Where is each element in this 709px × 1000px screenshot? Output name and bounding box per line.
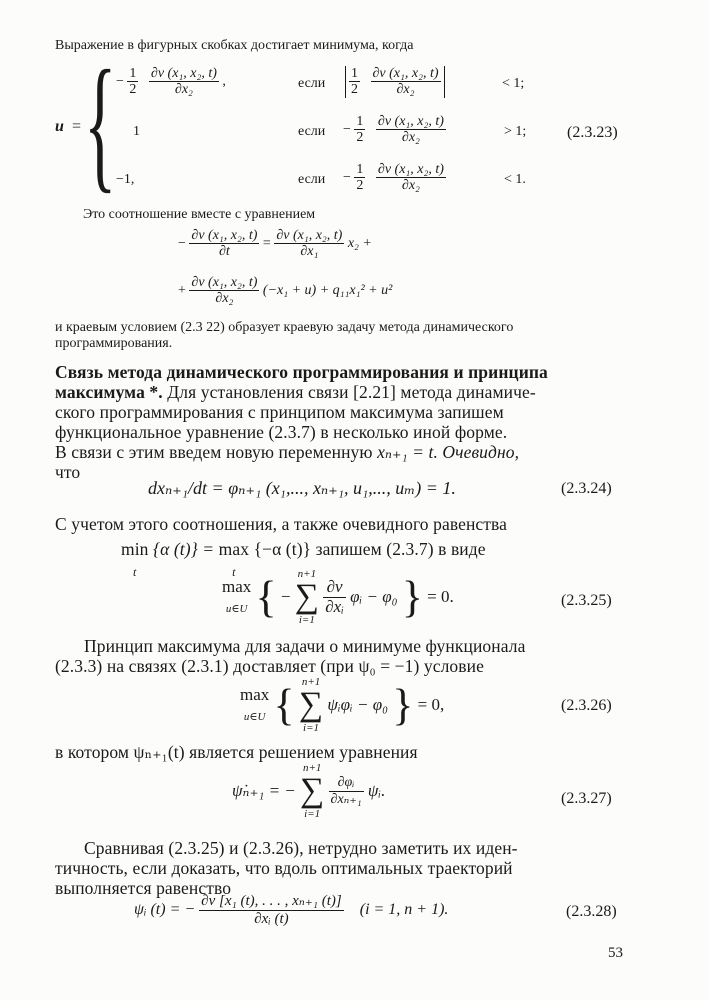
minmax-line: min t {α (t)} = max t {−α (t)} запишем (2.3.7) в виде xyxy=(121,539,486,579)
left-brace: { xyxy=(84,40,117,206)
p-principle-line2: (2.3.3) на связях (2.3.1) доставляет (при ψ₀ = −1) условие xyxy=(55,656,484,676)
abs-value: $\frac{1}{2}$ $\frac{\text{∂v (x₁, x₂, t)}}{\text{∂x₂}}$ xyxy=(345,66,445,98)
u-symbol: u xyxy=(55,118,64,135)
eq-number-2-3-23: (2.3.23) xyxy=(567,124,618,141)
case2-val: 1 xyxy=(133,124,140,139)
section-line3: ского программирования с принципом максимума запишем xyxy=(55,402,504,422)
p-comparing-line3: выполняется равенство xyxy=(55,878,232,898)
case3-cond: если xyxy=(298,172,326,187)
equation-2-3-26: max u∈U { n+1 ∑ i=1 ψᵢφᵢ − φ₀ } = 0, xyxy=(240,676,445,734)
section-line4: функциональное уравнение (2.3.7) в несколько иной форме. xyxy=(55,422,508,442)
p-this-relation: Это соотношение вместе с уравнением xyxy=(83,207,316,222)
p-in-which: в котором ψₙ₊₁(t) является решением уравнения xyxy=(55,742,418,762)
equation-hjb-line2: + $\frac{\text{∂v (x₁, x₂, t)}}{\text{∂x₂}}$ (−x₁ + u) + q₁₁x₁² + u² xyxy=(178,275,393,307)
case2-rel: > 1; xyxy=(504,124,527,139)
equation-hjb-line1: − $\frac{\text{∂v (x₁, x₂, t)}}{\partial t}$ = $\frac{\text{∂v (x₁, x₂, t)}}{\text{∂x₁}}$ x₂ + xyxy=(178,228,372,260)
p-with-this: С учетом этого соотношения, а также очевидного равенства xyxy=(55,514,508,534)
eq-number-2-3-28: (2.3.28) xyxy=(566,903,617,920)
p-comparing-line1: Сравнивая (2.3.25) и (2.3.26), нетрудно заметить их иден- xyxy=(84,838,518,858)
half-fraction: $\frac{1}{2}$ xyxy=(129,66,137,98)
eq-number-2-3-24: (2.3.24) xyxy=(561,480,612,497)
page-number: 53 xyxy=(608,945,623,961)
eq-number-2-3-27: (2.3.27) xyxy=(561,790,612,807)
section-line2: максимума *. Для установления связи [2.21] метода динамиче- xyxy=(55,382,536,402)
case2-expr: − $\frac{1}{2}$ $\frac{\text{∂v (x₁, x₂, t)}}{\text{∂x₂}}$ xyxy=(343,114,444,146)
section-heading-line1: Связь метода динамического программирования и принципа xyxy=(55,362,548,382)
case1-cond: если xyxy=(298,76,326,91)
case3-val: −1, xyxy=(116,172,135,187)
intro-line: Выражение в фигурных скобках достигает минимума, когда xyxy=(55,38,414,53)
p-boundary-line2: программирования. xyxy=(55,336,173,351)
equation-2-3-27: ψ̇ₙ₊₁ = − n+1 ∑ i=1 $\frac{\text{∂φᵢ}}{\text{∂xₙ₊₁}}$ ψᵢ. xyxy=(232,762,386,820)
p-comparing-line2: тичность, если доказать, что вдоль оптимальных траекторий xyxy=(55,858,513,878)
equation-2-3-24: dxₙ₊₁/dt = φₙ₊₁ (x₁,..., xₙ₊₁, u₁,..., uₘ) = 1. xyxy=(148,478,456,498)
section-line5: В связи с этим введем новую переменную xₙ₊₁ = t. Очевидно, xyxy=(55,442,520,462)
equation-2-3-25: max u∈U { − n+1 ∑ i=1 $\frac{\partial v}{\text{∂xᵢ}}$ φᵢ − φ₀ } = 0. xyxy=(222,568,454,626)
case1-minus: − xyxy=(116,74,124,90)
eq-sign: = xyxy=(72,118,82,135)
section-line6: что xyxy=(55,462,81,482)
case2-cond: если xyxy=(298,124,326,139)
dv-dx2-fraction: $\frac{\text{∂v (x₁, x₂, t)}}{\text{∂x₂}}$ xyxy=(150,66,217,98)
case3-rel: < 1. xyxy=(504,172,526,187)
p-principle-line1: Принцип максимума для задачи о минимуме функционала xyxy=(84,636,526,656)
p-boundary-line1: и краевым условием (2.3 22) образует краевую задачу метода динамического xyxy=(55,320,514,335)
eq-number-2-3-25: (2.3.25) xyxy=(561,592,612,609)
case1-rel: < 1; xyxy=(502,76,525,91)
case3-expr: − $\frac{1}{2}$ $\frac{\text{∂v (x₁, x₂, t)}}{\text{∂x₂}}$ xyxy=(343,162,444,194)
eq-number-2-3-26: (2.3.26) xyxy=(561,697,612,714)
equation-2-3-28: ψᵢ (t) = − $\frac{\text{∂v [x₁ (t), . . . , xₙ₊₁ (t)]}}{\text{∂xᵢ (t)}}$ (i = 1, n + 1). xyxy=(134,893,449,927)
book-page: Выражение в фигурных скобках достигает минимума, когда u = { − $\frac{1}{2}$ $\frac{\text{∂v (x₁, x₂, t)}}{\text{∂x₂}}$ , если $\frac{1}{2}$ $\frac{\text{∂v (x₁, x₂, t)}}{\text{∂x₂}}$ < 1; 1 если − $\frac{1}{2}$ $\frac{\text{∂v (x₁, x₂, t)}}{\text{∂x₂}}$ > 1; (2.3.23) −1, если − $\frac{1}{2}$ $\frac{\text{∂v (x₁, x₂, t)}}{\text{∂x₂}}$ < 1. Это соотношение вместе с уравнением − $\frac{\text{∂v (x₁, x₂, t)}}{\partial t}$ = $\frac{\text{∂v (x₁, x₂, t)}}{\text{∂x₁}}$ x₂ + + $\frac{\text{∂v (x₁, x₂, t)}}{\text{∂x₂}}$ (−x₁ + u) + q₁₁x₁² + u² и краевым условием (2.3 22) образует краевую задачу метода динамического программирования. Связь метода динамического программирования и принципа максимума *. Для установления связи [2.21] метода динамиче- ского программирования с принципом максимума запишем функциональное уравнение (2.3.7) в несколько иной форме. В связи с этим введем новую переменную xₙ₊₁ = t. Очевидно, что dxₙ₊₁/dt = φₙ₊₁ (x₁,..., xₙ₊₁, u₁,..., uₘ) = 1. (2.3.24) С учетом этого соотношения, а также очевидного равенства min t {α (t)} = max t {−α (t)} запишем (2.3.7) в виде max u∈U { − n+1 ∑ i=1 $\frac{\partial v}{\text{∂xᵢ}}$ φᵢ − φ₀ } = 0. (2.3.25) Принцип максимума для задачи о минимуме функционала (2.3.3) на связях (2.3.1) доставляет (при ψ₀ = −1) условие max u∈U { n+1 ∑ i=1 ψᵢφᵢ − φ₀ } = 0, (2.3.26) в котором ψₙ₊₁(t) является решением уравнения ψ̇ₙ₊₁ = − n+1 ∑ i=1 $\frac{\text{∂φᵢ}}{\text{∂xₙ₊₁}}$ ψᵢ. (2.3.27) Сравнивая (2.3.25) и (2.3.26), нетрудно заметить их иден- тичность, если доказать, что вдоль оптимальных траекторий выполняется равенство ψᵢ (t) = − $\frac{\text{∂v [x₁ (t), . . . , xₙ₊₁ (t)]}}{\text{∂xᵢ (t)}}$ (i = 1, n + 1). (2.3.28) 53 xyxy=(0,0,709,1000)
